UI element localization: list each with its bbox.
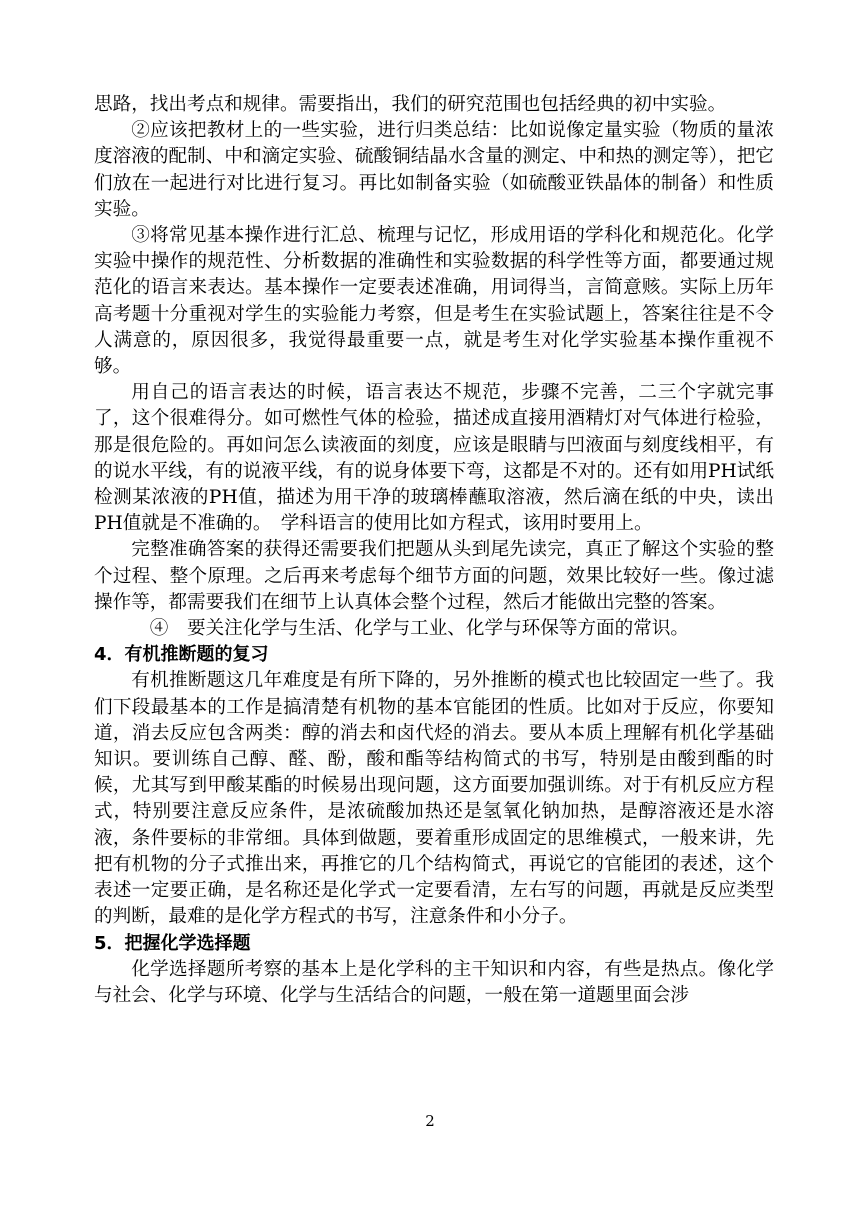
paragraph-language-expression: 用自己的语言表达的时候，语言表达不规范，步骤不完善，二三个字就完事了，这个很难得分。如可燃性气体的检验，描述成直接用酒精灯对气体进行检验，那是很危险的。再如问怎么读液面的刻度，应该是眼睛与凹液面与刻度线相平，有的说水平线，有的说液平线，有的说身体要下弯，这都是不对的。还有如用PH试纸检测某浓液的PH值，描述为用干净的玻璃棒蘸取溶液，然后滴在纸的中央，读出PH值就是不准确的。 学科语言的使用比如方程式，该用时要用上。 (94, 382, 774, 535)
paragraph-basic-operations: ③将常见基本操作进行汇总、梳理与记忆，形成用语的学科化和规范化。化学实验中操作的规范性、分析数据的准确性和实验数据的科学性等方面，都要通过规范化的语言来表达。基本操作一定要表述准确，用词得当，言简意赅。实际上历年高考题十分重视对学生的实验能力考察，但是考生在实验试题上，答案往往是不令人满意的，原因很多，我觉得最重要一点，就是考生对化学实验基本操作重视不够。 (94, 225, 774, 378)
section-heading-organic-inference: 4．有机推断题的复习 (94, 644, 269, 666)
paragraph-common-knowledge: ④ 要关注化学与生活、化学与工业、化学与环保等方面的常识。 (149, 618, 690, 640)
paragraph-continuation: 思路，找出考点和规律。需要指出，我们的研究范围也包括经典的初中实验。 (94, 94, 727, 115)
paragraph-complete-answer: 完整准确答案的获得还需要我们把题从头到尾先读完，真正了解这个实验的整个过程、整个原理。之后再来考虑每个细节方面的问题，效果比较好一些。像过滤操作等，都需要我们在细节上认真体会整个过程，然后才能做出完整的答案。 (94, 539, 774, 613)
paragraph-multiple-choice: 化学选择题所考察的基本上是化学科的主干知识和内容，有些是热点。像化学与社会、化学与环境、化学与生活结合的问题，一般在第一道题里面会涉 (94, 958, 774, 1006)
page-number: 2 (425, 1112, 435, 1130)
paragraph-experiment-classification: ②应该把教材上的一些实验，进行归类总结：比如说像定量实验（物质的量浓度溶液的配制、中和滴定实验、硫酸铜结晶水含量的测定、中和热的测定等），把它们放在一起进行对比进行复习。再比如制备实验（如硫酸亚铁晶体的制备）和性质实验。 (94, 120, 774, 220)
document-body (94, 92, 774, 1009)
paragraph-organic-inference: 有机推断题这几年难度是有所下降的，另外推断的模式也比较固定一些了。我们下段最基本的工作是搞清楚有机物的基本官能团的性质。比如对于反应，你要知道，消去反应包含两类：醇的消去和卤代烃的消去。要从本质上理解有机化学基础知识。要训练自己醇、醛、酚，酸和酯等结构简式的书写，特别是由酸到酯的时候，尤其写到甲酸某酯的时候易出现问题，这方面要加强训练。对于有机反应方程式，特别要注意反应条件，是浓硫酸加热还是氢氧化钠加热，是醇溶液还是水溶液，条件要标的非常细。具体到做题，要着重形成固定的思维模式，一般来讲，先把有机物的分子式推出来，再推它的几个结构简式，再说它的官能团的表述，这个表述一定要正确，是名称还是化学式一定要看清，左右写的问题，再就是反应类型的判断，最难的是化学方程式的书写，注意条件和小分子。 (94, 670, 774, 928)
section-heading-multiple-choice: 5．把握化学选择题 (94, 932, 251, 954)
